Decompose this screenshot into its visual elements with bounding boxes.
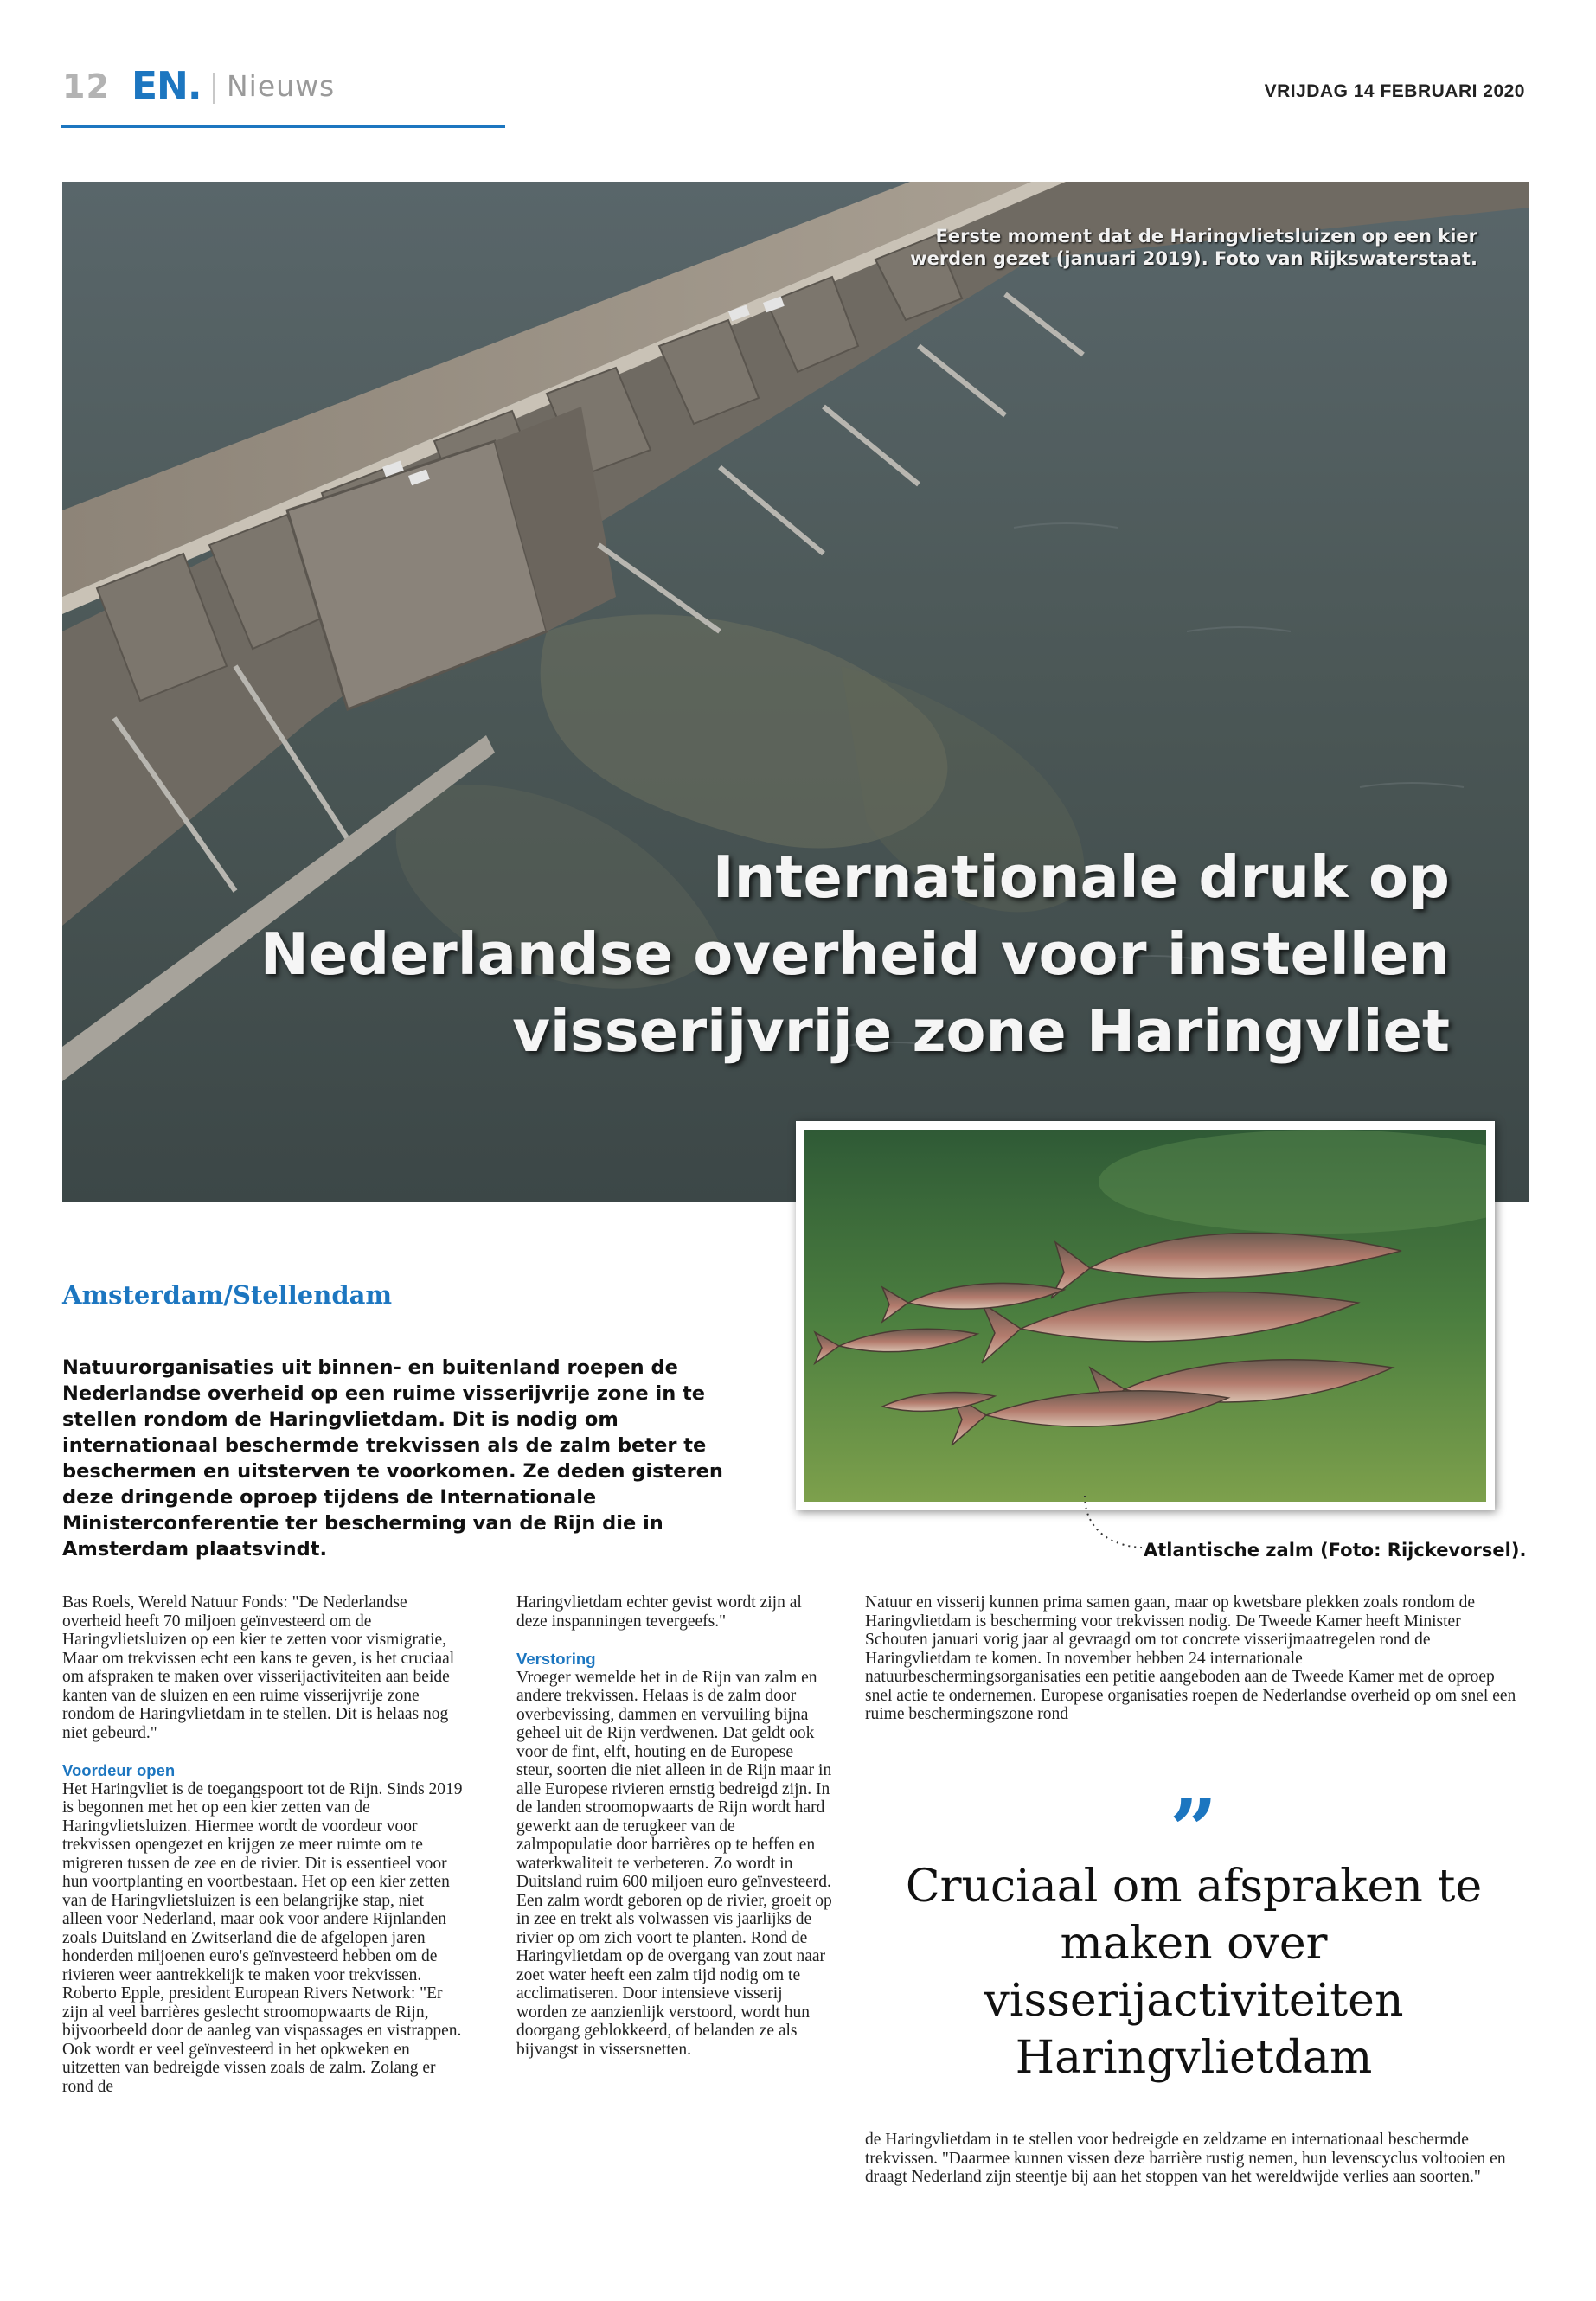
page-number: 12 (62, 67, 110, 106)
pull-quote: Cruciaal om afspraken te maken over visserijactiviteiten Haringvlietdam (905, 1861, 1483, 2084)
article-column-2 (516, 1593, 833, 2059)
paragraph: Vroeger wemelde het in de Rijn van zalm en andere trekvissen. Helaas is de zalm door overbevissing, dammen en vervuiling bijna geheel uit de Rijn verdwenen. Dat geldt ook voor de fint, elft, houting en de Europese steur, soorten die niet alleen in de Rijn maar in alle Europese rivieren ernstig bedreigd zijn. In de landen stroomopwaarts de Rijn wordt hard gewerkt aan de terugkeer van de zalmpopulatie door barrières op te heffen en waterkwaliteit te verbeteren. Zo wordt in Duitsland ruim 600 miljoen euro geïnvesteerd. Een zalm wordt geboren op de rivier, groeit op in zee en trekt als volwassen vis jaarlijks de rivier op om zich voort te planten. Rond de Haringvlietdam op de overgang van zout naar zoet water heeft een zalm tijd nodig om te acclimatiseren. Door intensieve visserij worden ze aanzienlijk verstoord, wordt hun doorgang geblokkeerd, of belanden ze als bijvangst in vissersnetten. (516, 1668, 832, 2059)
headline-line: Nederlandse overheid voor instellen (260, 920, 1450, 988)
paragraph: Het Haringvliet is de toegangspoort tot de Rijn. Sinds 2019 is begonnen met het op een kier zetten van de Haringvlietsluizen. Hiermee wordt de voordeur voor trekvissen opengezet en krijgen ze meer ruimte om te migreren tussen de zee en de rivier. Dit is essentieel voor hun voortplanting en voortbestaan. Het op een kier zetten van de Haringvlietsluizen is een belangrijke stap, niet alleen voor Nederland, maar ook voor andere Rijnlanden zoals Duitsland en Zwitserland die de afgelopen jaren honderden miljoenen euro's geïnvesteerd hebben om de rivieren weer aantrekkelijk te maken voor trekvissen. Roberto Epple, president European Rivers Network: "Er zijn al veel barrières geslecht stroomopwaarts de Rijn, bijvoorbeeld door de aanleg van vispassages en vistrappen. Ook wordt er veel geïnvesteerd in het opkweken en uitzetten van bedreigde vissen zoals de zalm. Zolang er rond de (62, 1779, 463, 2096)
headline-line: Internationale druk op (712, 843, 1450, 911)
paragraph: Haringvlietdam echter gevist wordt zijn al deze inspanningen tevergeefs." (516, 1593, 802, 1631)
paragraph: de Haringvlietdam in te stellen voor bedreigde en zeldzame en internationaal beschermde trekvissen. "Daarmee kunnen vissen deze barrière rustig nemen, hun levenscyclus voltooien en draagt Nederland zijn steentje bij aan het stoppen van het wereldwijde verlies aan soorten." (865, 2131, 1506, 2186)
newspaper-logo: EN. (131, 64, 202, 108)
header-rule (61, 125, 505, 128)
salmon-photo (796, 1121, 1495, 1510)
article-column-1 (62, 1593, 464, 2096)
dateline: Amsterdam/Stellendam (62, 1280, 393, 1310)
issue-date: VRIJDAG 14 FEBRUARI 2020 (1264, 81, 1525, 101)
salmon-photo-caption: Atlantische zalm (Foto: Rijckevorsel). (1144, 1540, 1527, 1561)
caption-pointer-icon (1081, 1492, 1151, 1553)
header-separator (213, 73, 215, 104)
section-label: Nieuws (227, 69, 336, 103)
headline-line: visserijvrije zone Haringvliet (512, 997, 1450, 1065)
hero-photo-caption: Eerste moment dat de Haringvlietsluizen op een kier werden gezet (januari 2019). Foto van Rijkswaterstaat. (910, 226, 1477, 269)
subheading: Verstoring (516, 1650, 596, 1668)
paragraph: Natuur en visserij kunnen prima samen gaan, maar op kwetsbare plekken zoals rondom de Haringvlietdam is bescherming voor trekvissen nodig. De Tweede Kamer heeft Minister Schouten januari vorig jaar al gevraagd om tot concrete visserijmaatregelen rond de Haringvlietdam te komen. In november hebben 24 internationale natuurbeschermingsorganisaties een petitie aangeboden aan de Tweede Kamer met de oproep snel actie te ondernemen. Europese organisaties roepen de Nederlandse overheid op om snel een ruime beschermingszone rond (865, 1593, 1516, 1723)
article-headline (152, 839, 1450, 1070)
article-column-3-top (865, 1593, 1522, 1724)
hero-photo (62, 182, 1529, 1202)
salmon-illustration (804, 1130, 1486, 1502)
quote-icon: ” (1170, 1781, 1218, 1879)
article-intro: Natuurorganisaties uit binnen- en buitenland roepen de Nederlandse overheid op een ruime visserijvrije zone in te stellen rondom de Haringvlietdam. Dit is nodig om internationaal beschermde trekvissen als de zalm beter te beschermen en uitsterven te voorkomen. Ze deden gisteren deze dringende oproep tijdens de Internationale Ministerconferentie ter bescherming van de Rijn die in Amsterdam plaatsvindt. (62, 1356, 723, 1561)
paragraph: Bas Roels, Wereld Natuur Fonds: "De Nederlandse overheid heeft 70 miljoen geïnvesteerd om de Haringvlietsluizen op een kier te zetten voor vismigratie, Maar om trekvissen echt een kans te geven, is het cruciaal om afspraken te maken over visserijactiviteiten aan beide kanten van de sluizen en een ruime visserijvrije zone rondom de Haringvlietdam in te stellen. Dit is helaas nog niet gebeurd." (62, 1593, 455, 1742)
subheading: Voordeur open (62, 1761, 176, 1779)
article-column-3-bottom (865, 2131, 1522, 2187)
